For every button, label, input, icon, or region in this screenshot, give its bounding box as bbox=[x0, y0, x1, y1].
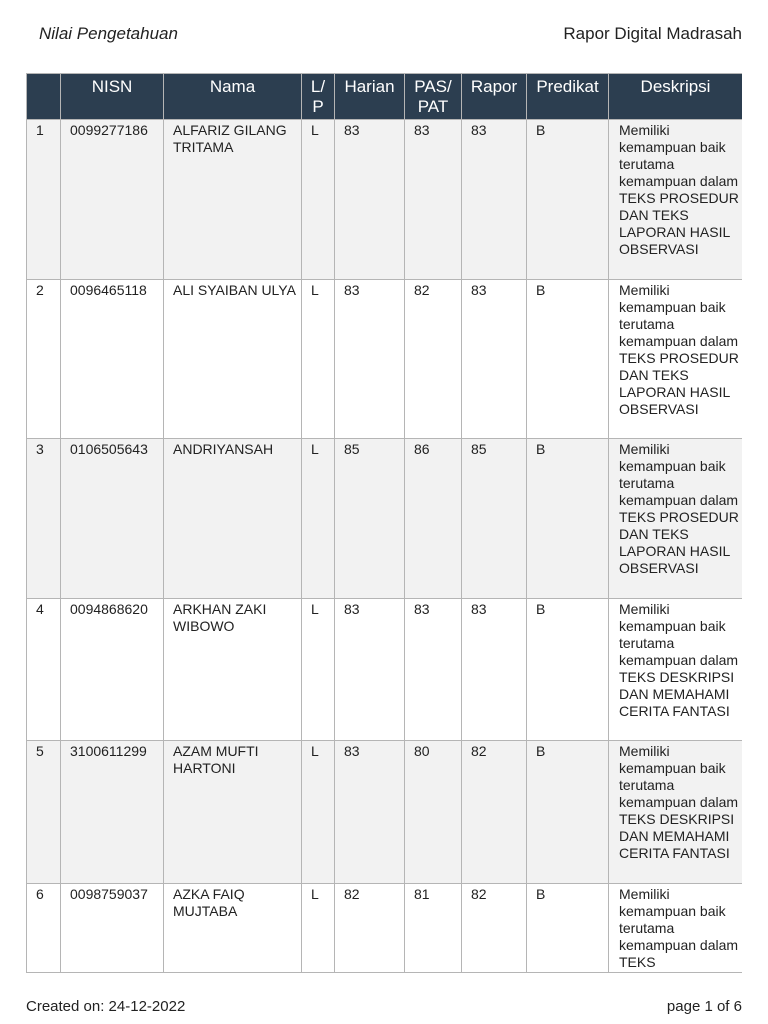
cell-rapor: 82 bbox=[462, 884, 527, 974]
cell-no: 3 bbox=[27, 439, 61, 599]
cell-predikat: B bbox=[527, 599, 609, 741]
cell-nama: ARKHAN ZAKI WIBOWO bbox=[164, 599, 302, 741]
cell-no: 4 bbox=[27, 599, 61, 741]
cell-nama: ALFARIZ GILANG TRITAMA bbox=[164, 120, 302, 280]
cell-nama: ANDRIYANSAH bbox=[164, 439, 302, 599]
cell-harian: 85 bbox=[335, 439, 405, 599]
cell-deskripsi: Memiliki kemampuan baik terutama kemampuan dalam TEKS DESKRIPSI DAN MEMAHAMI CERITA FANTASI bbox=[609, 599, 743, 741]
cell-nisn: 0094868620 bbox=[61, 599, 164, 741]
cell-no: 2 bbox=[27, 280, 61, 439]
table-row bbox=[27, 120, 743, 280]
col-header-nisn: NISN bbox=[61, 74, 164, 120]
cell-harian: 82 bbox=[335, 884, 405, 974]
cell-deskripsi: Memiliki kemampuan baik terutama kemampuan dalam TEKS PROSEDUR DAN TEKS LAPORAN HASIL OBSERVASI bbox=[609, 280, 743, 439]
cell-nisn: 3100611299 bbox=[61, 741, 164, 884]
cell-predikat: B bbox=[527, 120, 609, 280]
cell-nisn: 0096465118 bbox=[61, 280, 164, 439]
cell-rapor: 83 bbox=[462, 280, 527, 439]
table-row bbox=[27, 741, 743, 884]
cell-deskripsi: Memiliki kemampuan baik terutama kemampuan dalam TEKS PROSEDUR DAN TEKS LAPORAN HASIL OBSERVASI bbox=[609, 439, 743, 599]
cell-harian: 83 bbox=[335, 741, 405, 884]
cell-nama: AZKA FAIQ MUJTABA bbox=[164, 884, 302, 974]
cell-lp: L bbox=[302, 599, 335, 741]
cell-nama: ALI SYAIBAN ULYA bbox=[164, 280, 302, 439]
cell-predikat: B bbox=[527, 439, 609, 599]
cell-pas: 83 bbox=[405, 599, 462, 741]
table-row bbox=[27, 599, 743, 741]
cell-pas: 80 bbox=[405, 741, 462, 884]
cell-no: 1 bbox=[27, 120, 61, 280]
cell-pas: 86 bbox=[405, 439, 462, 599]
cell-pas: 82 bbox=[405, 280, 462, 439]
col-header-pas-pat: PAS/ PAT bbox=[405, 74, 462, 120]
cell-deskripsi: Memiliki kemampuan baik terutama kemampuan dalam TEKS PROSEDUR DAN TEKS LAPORAN HASIL OBSERVASI bbox=[609, 120, 743, 280]
cell-predikat: B bbox=[527, 884, 609, 974]
table-row bbox=[27, 439, 743, 599]
app-title: Rapor Digital Madrasah bbox=[563, 24, 742, 43]
cell-nisn: 0098759037 bbox=[61, 884, 164, 974]
cell-deskripsi: Memiliki kemampuan baik terutama kemampuan dalam TEKS DESKRIPSI DAN MEMAHAMI CERITA FANTASI bbox=[609, 741, 743, 884]
cell-rapor: 82 bbox=[462, 741, 527, 884]
cell-predikat: B bbox=[527, 741, 609, 884]
col-header-nama: Nama bbox=[164, 74, 302, 120]
table-header-row bbox=[27, 74, 743, 120]
cell-lp: L bbox=[302, 741, 335, 884]
table-row bbox=[27, 280, 743, 439]
cell-no: 5 bbox=[27, 741, 61, 884]
col-header-deskripsi: Deskripsi bbox=[609, 74, 743, 120]
cell-nisn: 0099277186 bbox=[61, 120, 164, 280]
cell-rapor: 83 bbox=[462, 120, 527, 280]
col-header-lp: L/ P bbox=[302, 74, 335, 120]
cell-nama: AZAM MUFTI HARTONI bbox=[164, 741, 302, 884]
cell-rapor: 83 bbox=[462, 599, 527, 741]
grades-table-container bbox=[26, 73, 742, 973]
col-header-harian: Harian bbox=[335, 74, 405, 120]
col-header-no bbox=[27, 74, 61, 120]
page-title: Nilai Pengetahuan bbox=[39, 24, 178, 43]
cell-deskripsi: Memiliki kemampuan baik terutama kemampuan dalam TEKS bbox=[609, 884, 743, 974]
page-indicator: page 1 of 6 bbox=[666, 998, 742, 1015]
cell-harian: 83 bbox=[335, 120, 405, 280]
cell-nisn: 0106505643 bbox=[61, 439, 164, 599]
table-row bbox=[27, 884, 743, 974]
grades-table bbox=[26, 73, 742, 973]
cell-no: 6 bbox=[27, 884, 61, 974]
cell-lp: L bbox=[302, 280, 335, 439]
cell-lp: L bbox=[302, 120, 335, 280]
cell-lp: L bbox=[302, 884, 335, 974]
cell-pas: 81 bbox=[405, 884, 462, 974]
created-date: Created on: 24-12-2022 bbox=[26, 998, 186, 1015]
cell-pas: 83 bbox=[405, 120, 462, 280]
cell-harian: 83 bbox=[335, 599, 405, 741]
cell-harian: 83 bbox=[335, 280, 405, 439]
cell-predikat: B bbox=[527, 280, 609, 439]
col-header-predikat: Predikat bbox=[527, 74, 609, 120]
cell-rapor: 85 bbox=[462, 439, 527, 599]
cell-lp: L bbox=[302, 439, 335, 599]
col-header-rapor: Rapor bbox=[462, 74, 527, 120]
